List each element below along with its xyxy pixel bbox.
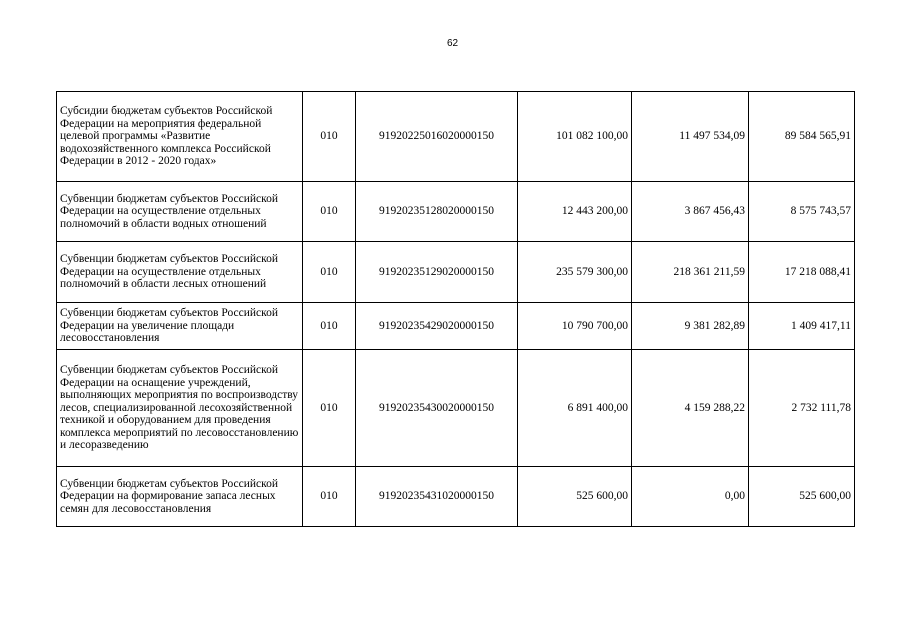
- row-kbk-cell: 91920235128020000150: [356, 182, 518, 242]
- row-unexecuted-cell: 89 584 565,91: [749, 92, 855, 182]
- row-unexecuted-cell: 2 732 111,78: [749, 350, 855, 467]
- row-name-cell: Субсидии бюджетам субъектов Российской Федерации на мероприятия федеральной целевой программы «Развитие водохозяйственного комплекса Российской Федерации в 2012 - 2020 годах»: [57, 92, 303, 182]
- row-kbk-cell: 91920225016020000150: [356, 92, 518, 182]
- row-executed-cell: 0,00: [632, 467, 749, 527]
- row-name-cell: Субвенции бюджетам субъектов Российской Федерации на увеличение площади лесовосстановления: [57, 303, 303, 350]
- table-row: [57, 242, 855, 303]
- row-unexecuted-cell: 17 218 088,41: [749, 242, 855, 303]
- row-code-cell: 010: [303, 467, 356, 527]
- row-name-cell: Субвенции бюджетам субъектов Российской Федерации на формирование запаса лесных семян для лесовосстановления: [57, 467, 303, 527]
- row-executed-cell: 11 497 534,09: [632, 92, 749, 182]
- table-row: [57, 92, 855, 182]
- budget-table: [56, 91, 855, 527]
- row-approved-cell: 12 443 200,00: [518, 182, 632, 242]
- row-approved-cell: 235 579 300,00: [518, 242, 632, 303]
- row-executed-cell: 3 867 456,43: [632, 182, 749, 242]
- row-kbk-cell: 91920235129020000150: [356, 242, 518, 303]
- page-number: 62: [446, 38, 459, 49]
- row-approved-cell: 525 600,00: [518, 467, 632, 527]
- row-code-cell: 010: [303, 242, 356, 303]
- table-row: [57, 182, 855, 242]
- row-approved-cell: 101 082 100,00: [518, 92, 632, 182]
- row-code-cell: 010: [303, 182, 356, 242]
- row-code-cell: 010: [303, 303, 356, 350]
- row-code-cell: 010: [303, 92, 356, 182]
- table-row: [57, 467, 855, 527]
- row-kbk-cell: 91920235429020000150: [356, 303, 518, 350]
- row-unexecuted-cell: 8 575 743,57: [749, 182, 855, 242]
- row-name-cell: Субвенции бюджетам субъектов Российской Федерации на осуществление отдельных полномочий в области водных отношений: [57, 182, 303, 242]
- table-row: [57, 303, 855, 350]
- row-executed-cell: 4 159 288,22: [632, 350, 749, 467]
- row-name-cell: Субвенции бюджетам субъектов Российской Федерации на осуществление отдельных полномочий в области лесных отношений: [57, 242, 303, 303]
- row-code-cell: 010: [303, 350, 356, 467]
- row-approved-cell: 6 891 400,00: [518, 350, 632, 467]
- row-kbk-cell: 91920235431020000150: [356, 467, 518, 527]
- row-unexecuted-cell: 1 409 417,11: [749, 303, 855, 350]
- row-name-cell: Субвенции бюджетам субъектов Российской Федерации на оснащение учреждений, выполняющих мероприятия по воспроизводству лесов, специализированной лесохозяйственной техникой и оборудованием для проведения комплекса мероприятий по лесовосстановлению и лесоразведению: [57, 350, 303, 467]
- row-executed-cell: 218 361 211,59: [632, 242, 749, 303]
- row-approved-cell: 10 790 700,00: [518, 303, 632, 350]
- table-row: [57, 350, 855, 467]
- row-kbk-cell: 91920235430020000150: [356, 350, 518, 467]
- row-executed-cell: 9 381 282,89: [632, 303, 749, 350]
- row-unexecuted-cell: 525 600,00: [749, 467, 855, 527]
